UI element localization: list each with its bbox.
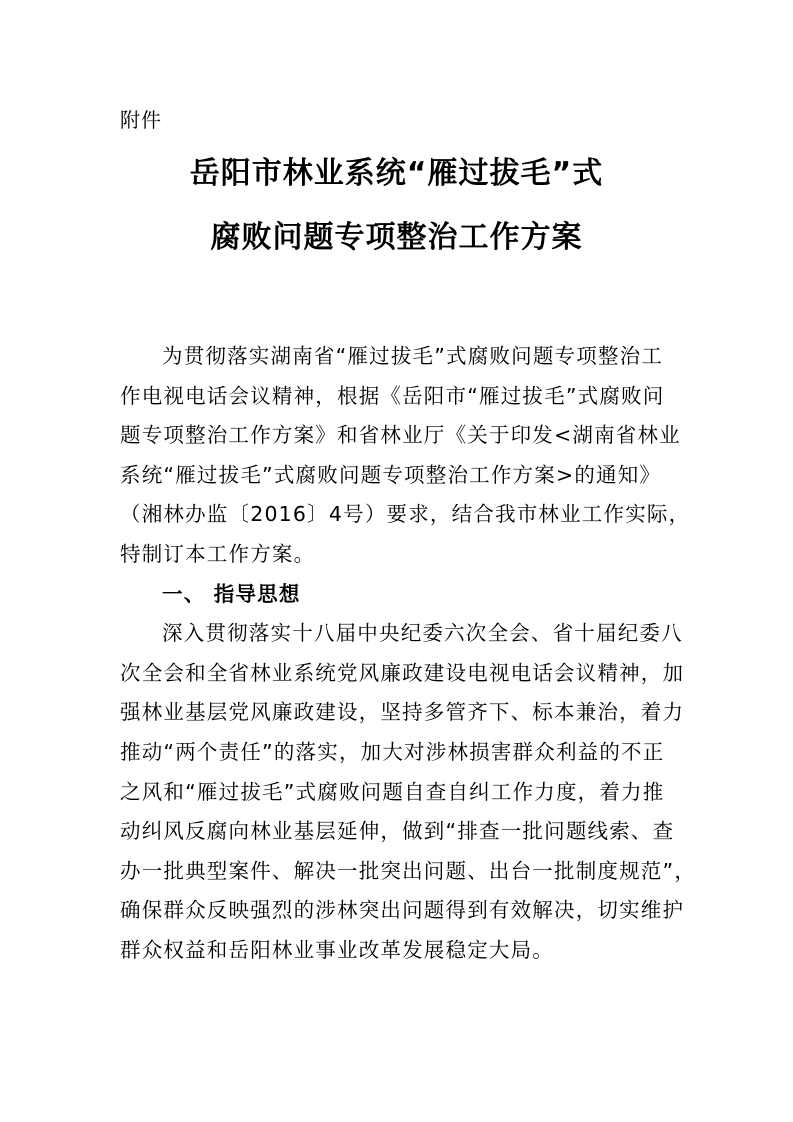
intro-line: 作电视电话会议精神，根据《岳阳市“雁过拔毛”式腐败问 <box>120 383 665 408</box>
section-line: 次全会和全省林业系统党风廉政建设电视电话会议精神，加 <box>120 660 685 685</box>
intro-line: 为贯彻落实湖南省“雁过拔毛”式腐败问题专项整治工 <box>162 344 664 368</box>
section-line: 推动“两个责任”的落实，加大对涉林损害群众利益的不正 <box>120 739 665 764</box>
document-body <box>120 337 697 971</box>
document-title-line-1: 岳阳市林业系统“雁过拔毛”式 <box>189 156 604 191</box>
attachment-label: 附件 <box>120 108 162 132</box>
intro-line: 特制订本工作方案。 <box>120 541 316 566</box>
section-line: 动纠风反腐向林业基层延伸，做到“排查一批问题线索、查 <box>120 819 675 844</box>
section-line: 强林业基层党风廉政建设，坚持多管齐下、标本兼治，着力 <box>120 700 685 725</box>
document-title-line-2: 腐败问题专项整治工作方案 <box>210 220 583 255</box>
section-line: 深入贯彻落实十八届中央纪委六次全会、省十届纪委八 <box>162 621 683 646</box>
intro-line: 题专项整治工作方案》和省林业厅《关于印发<湖南省林业 <box>120 423 681 448</box>
section-heading: 一、 指导思想 <box>162 581 301 606</box>
section-line: 之风和“雁过拔毛”式腐败问题自查自纠工作力度，着力推 <box>120 779 665 804</box>
section-line: 确保群众反映强烈的涉林突出问题得到有效解决，切实维护 <box>120 898 685 923</box>
section-line: 办一批典型案件、解决一批突出问题、出台一批制度规范”， <box>120 858 697 883</box>
intro-line: 系统“雁过拔毛”式腐败问题专项整治工作方案>的通知》 <box>120 462 662 487</box>
intro-line: （湘林办监〔2016〕4号）要求，结合我市林业工作实际， <box>120 502 691 527</box>
section-line: 群众权益和岳阳林业事业改革发展稳定大局。 <box>120 937 554 962</box>
